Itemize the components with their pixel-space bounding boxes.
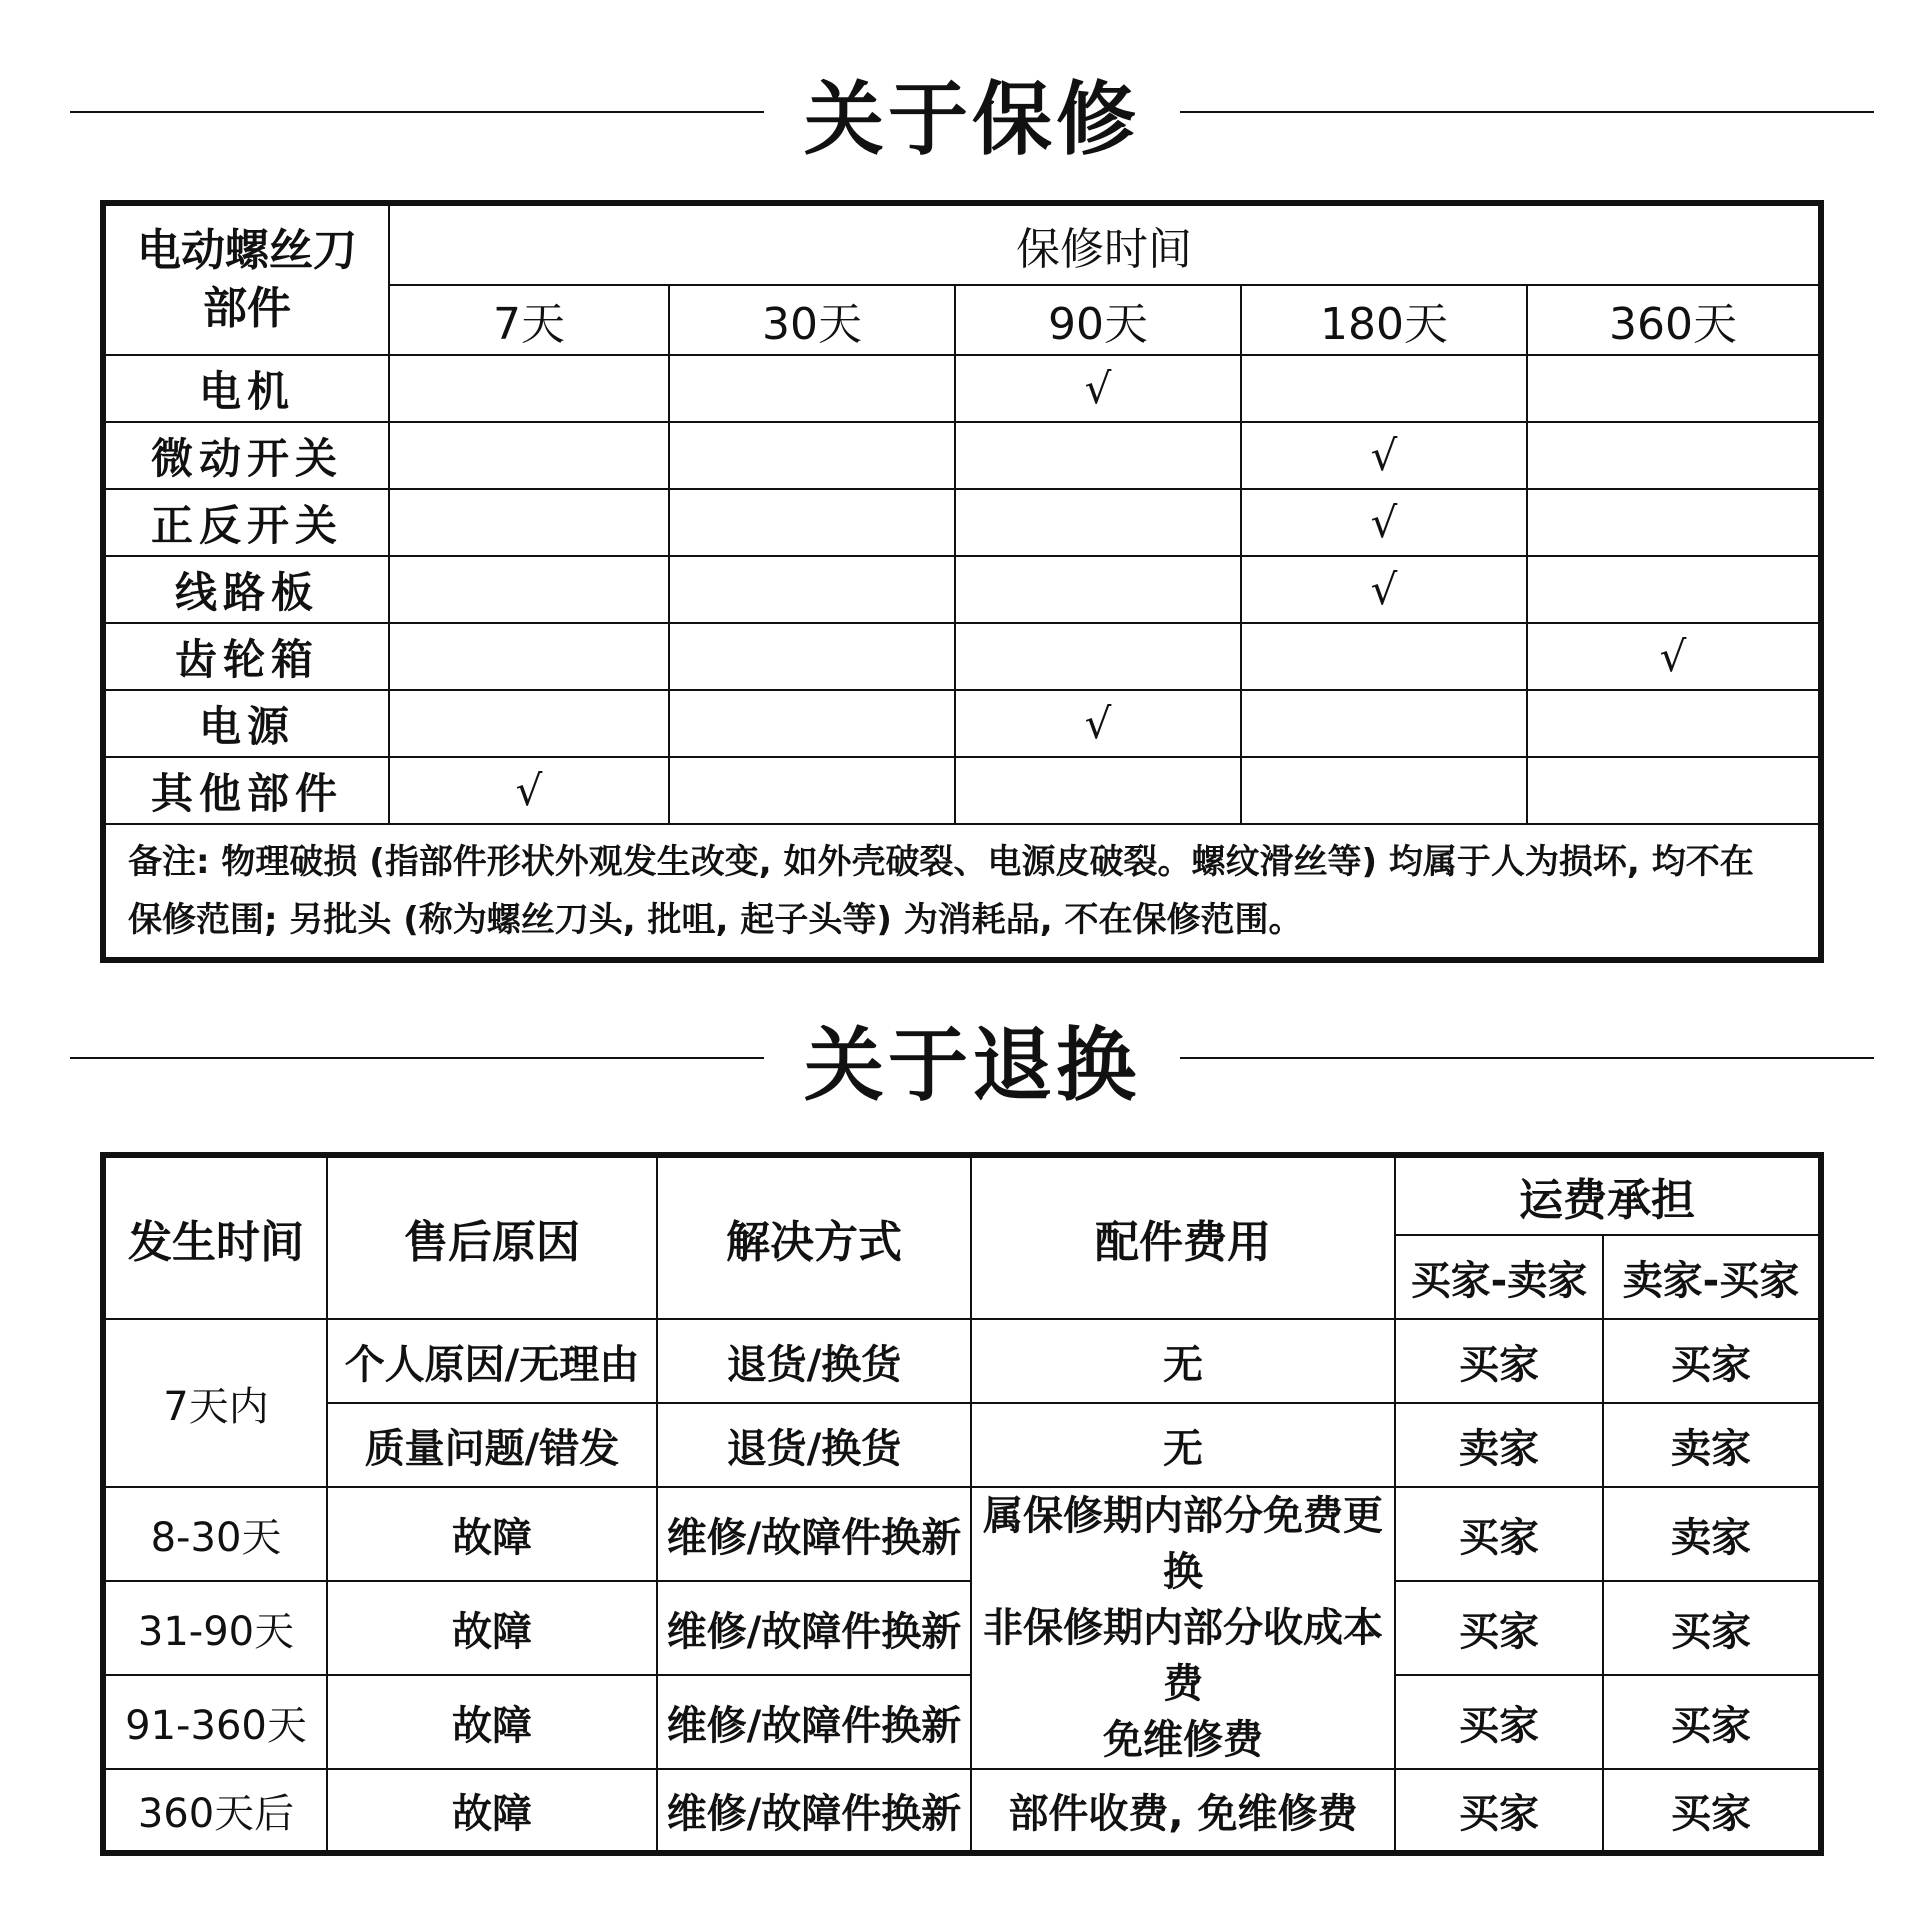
reason-cell: 质量问题/错发 — [327, 1403, 657, 1487]
reason-cell: 个人原因/无理由 — [327, 1319, 657, 1403]
part-name: 其他部件 — [103, 757, 389, 824]
corner-label-line1: 电动螺丝刀 — [137, 225, 357, 276]
check-cell: √ — [1527, 623, 1821, 690]
check-cell — [1527, 690, 1821, 757]
check-cell — [1527, 556, 1821, 623]
part-name: 微动开关 — [103, 422, 389, 489]
header-shipping: 运费承担 — [1395, 1155, 1821, 1235]
check-cell: √ — [955, 355, 1241, 422]
heading-rule-right — [1180, 1057, 1874, 1059]
heading-rule-left — [70, 1057, 764, 1059]
table-row — [103, 1675, 1821, 1769]
check-cell: √ — [1241, 422, 1527, 489]
check-cell: √ — [1241, 556, 1527, 623]
solution-cell: 维修/故障件换新 — [657, 1487, 971, 1581]
ship-sb-cell: 买家 — [1603, 1675, 1821, 1769]
header-ship-buyer-to-seller: 买家-卖家 — [1395, 1235, 1603, 1319]
check-cell: √ — [389, 757, 669, 824]
reason-cell: 故障 — [327, 1581, 657, 1675]
check-cell — [389, 355, 669, 422]
fee-line: 免维修费 — [1103, 1717, 1263, 1763]
check-cell — [669, 422, 955, 489]
table-row — [103, 1769, 1821, 1853]
warranty-heading: 关于保修 — [804, 72, 1140, 166]
table-row — [103, 1319, 1821, 1403]
table-row — [103, 355, 1821, 422]
part-name: 线路板 — [103, 556, 389, 623]
table-row — [103, 556, 1821, 623]
table-row — [103, 623, 1821, 690]
reason-cell: 故障 — [327, 1487, 657, 1581]
period-7: 7天 — [389, 285, 669, 355]
check-cell — [955, 489, 1241, 556]
heading-rule-left — [70, 111, 764, 113]
part-name: 电源 — [103, 690, 389, 757]
header-fee: 配件费用 — [971, 1155, 1395, 1319]
check-cell — [389, 623, 669, 690]
table-row — [103, 489, 1821, 556]
part-name: 电机 — [103, 355, 389, 422]
warranty-heading-row — [70, 52, 1874, 172]
check-cell — [389, 690, 669, 757]
solution-cell: 维修/故障件换新 — [657, 1769, 971, 1853]
fee-cell: 无 — [971, 1403, 1395, 1487]
part-name: 正反开关 — [103, 489, 389, 556]
reason-cell: 故障 — [327, 1769, 657, 1853]
ship-bs-cell: 卖家 — [1395, 1403, 1603, 1487]
check-cell — [1241, 757, 1527, 824]
returns-table — [100, 1152, 1824, 1856]
warranty-period-header: 保修时间 — [389, 203, 1821, 285]
table-row — [103, 690, 1821, 757]
time-cell: 31-90天 — [103, 1581, 327, 1675]
time-cell: 7天内 — [103, 1319, 327, 1487]
check-cell — [1527, 355, 1821, 422]
check-cell — [955, 556, 1241, 623]
check-cell — [669, 355, 955, 422]
table-row — [103, 422, 1821, 489]
check-cell — [669, 556, 955, 623]
ship-sb-cell: 买家 — [1603, 1769, 1821, 1853]
ship-bs-cell: 买家 — [1395, 1675, 1603, 1769]
returns-heading-row — [70, 998, 1874, 1118]
fee-cell: 无 — [971, 1319, 1395, 1403]
check-cell — [1241, 690, 1527, 757]
ship-sb-cell: 买家 — [1603, 1319, 1821, 1403]
ship-bs-cell: 买家 — [1395, 1581, 1603, 1675]
check-cell — [1241, 623, 1527, 690]
check-cell — [955, 422, 1241, 489]
ship-bs-cell: 买家 — [1395, 1319, 1603, 1403]
check-cell: √ — [955, 690, 1241, 757]
ship-sb-cell: 卖家 — [1603, 1403, 1821, 1487]
check-cell — [389, 556, 669, 623]
corner-label-line2: 部件 — [203, 283, 291, 334]
ship-sb-cell: 买家 — [1603, 1581, 1821, 1675]
table-row — [103, 1487, 1821, 1581]
period-360: 360天 — [1527, 285, 1821, 355]
solution-cell: 维修/故障件换新 — [657, 1581, 971, 1675]
check-cell — [955, 623, 1241, 690]
check-cell — [669, 757, 955, 824]
check-cell — [955, 757, 1241, 824]
ship-bs-cell: 买家 — [1395, 1769, 1603, 1853]
check-cell: √ — [1241, 489, 1527, 556]
ship-bs-cell: 买家 — [1395, 1487, 1603, 1581]
check-cell — [669, 623, 955, 690]
warranty-table — [100, 200, 1824, 963]
time-cell: 91-360天 — [103, 1675, 327, 1769]
fee-cell: 部件收费, 免维修费 — [971, 1769, 1395, 1853]
check-cell — [389, 422, 669, 489]
check-cell — [1527, 422, 1821, 489]
solution-cell: 退货/换货 — [657, 1319, 971, 1403]
warranty-corner-label — [103, 203, 389, 355]
check-cell — [1527, 757, 1821, 824]
check-cell — [669, 489, 955, 556]
header-solution: 解决方式 — [657, 1155, 971, 1319]
warranty-note — [103, 824, 1821, 960]
solution-cell: 维修/故障件换新 — [657, 1675, 971, 1769]
solution-cell: 退货/换货 — [657, 1403, 971, 1487]
check-cell — [669, 690, 955, 757]
part-name: 齿轮箱 — [103, 623, 389, 690]
check-cell — [1241, 355, 1527, 422]
header-reason: 售后原因 — [327, 1155, 657, 1319]
ship-sb-cell: 卖家 — [1603, 1487, 1821, 1581]
period-30: 30天 — [669, 285, 955, 355]
table-row — [103, 1403, 1821, 1487]
fee-line: 属保修期内部分免费更换 — [983, 1493, 1383, 1595]
heading-rule-right — [1180, 111, 1874, 113]
header-time: 发生时间 — [103, 1155, 327, 1319]
check-cell — [389, 489, 669, 556]
period-180: 180天 — [1241, 285, 1527, 355]
time-cell: 8-30天 — [103, 1487, 327, 1581]
period-90: 90天 — [955, 285, 1241, 355]
table-row — [103, 1581, 1821, 1675]
note-line2: 保修范围; 另批头 (称为螺丝刀头, 批咀, 起子头等) 为消耗品, 不在保修范围。 — [128, 900, 1303, 940]
fee-line: 非保修期内部分收成本费 — [983, 1605, 1383, 1707]
check-cell — [1527, 489, 1821, 556]
header-ship-seller-to-buyer: 卖家-买家 — [1603, 1235, 1821, 1319]
note-line1: 备注: 物理破损 (指部件形状外观发生改变, 如外壳破裂、电源皮破裂。螺纹滑丝等) 均属于人为损坏, 均不在 — [128, 842, 1754, 882]
table-row — [103, 757, 1821, 824]
returns-heading: 关于退换 — [804, 1018, 1140, 1112]
time-cell: 360天后 — [103, 1769, 327, 1853]
merged-fee-cell — [971, 1487, 1395, 1769]
reason-cell: 故障 — [327, 1675, 657, 1769]
